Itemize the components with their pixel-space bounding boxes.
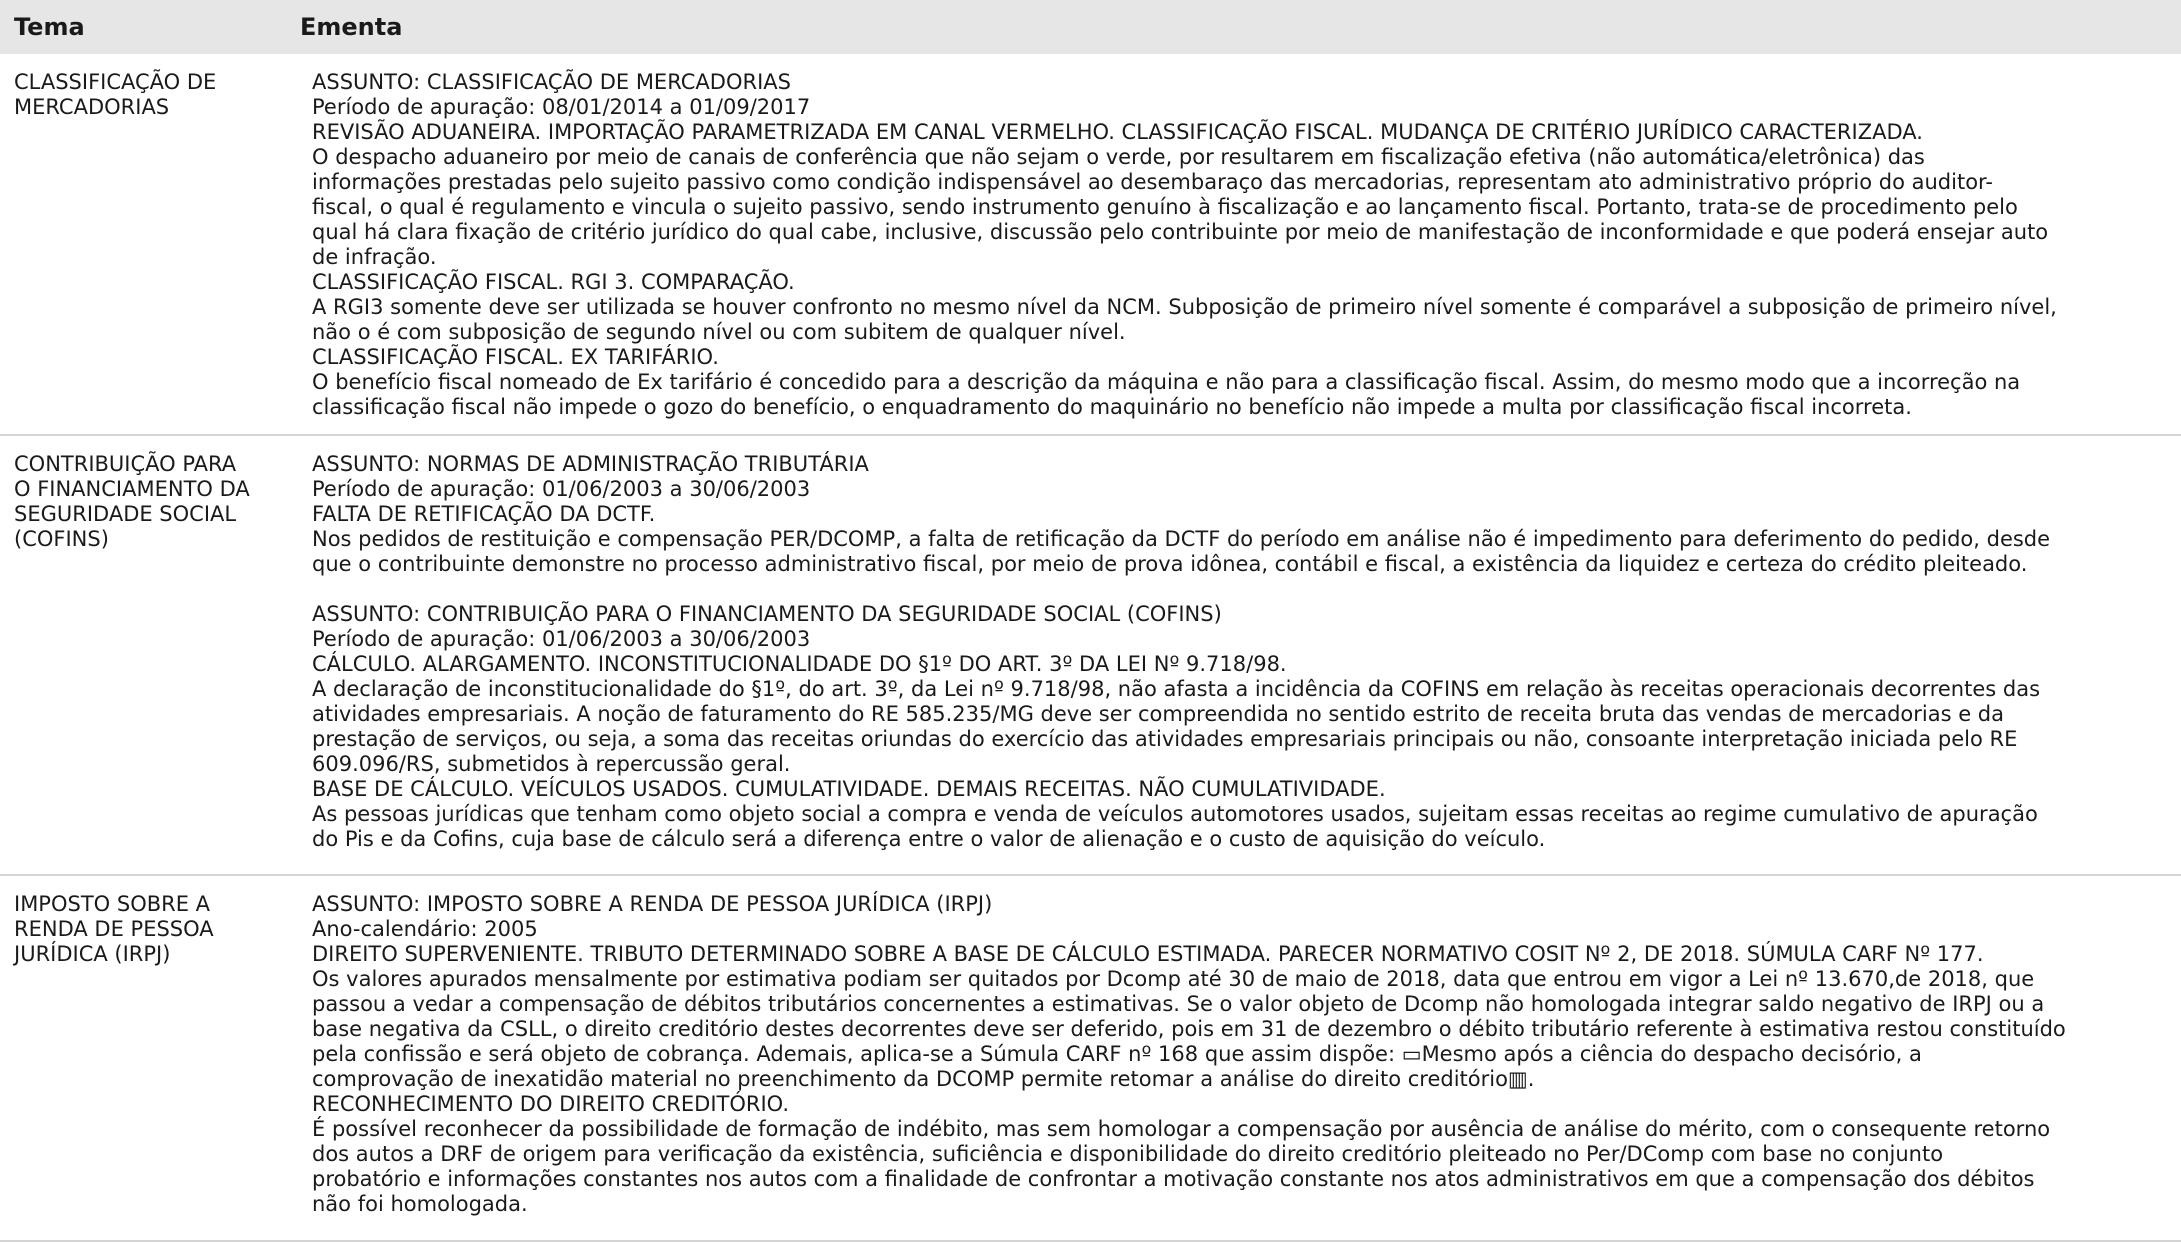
- tema-line: RENDA DE PESSOA: [14, 917, 214, 941]
- ementa-cell: [311, 436, 2181, 874]
- ementa-line: probatório e informações constantes nos autos com a finalidade de confrontar a motivação constante nos atos administrativos em que a compensação dos débitos: [312, 1167, 2035, 1191]
- ementa-cell: [311, 876, 2181, 1240]
- ementa-line: pela confissão e será objeto de cobrança. Ademais, aplica-se a Súmula CARF nº 168 que assim dispõe: ▭Mesmo após a ciência do despacho decisório, a: [312, 1042, 1922, 1066]
- ementa-line: CLASSIFICAÇÃO FISCAL. RGI 3. COMPARAÇÃO.: [312, 270, 795, 294]
- ementa-line: dos autos a DRF de origem para verificação da existência, suficiência e disponibilidade do direito creditório pleiteado no Per/DComp com base no conjunto: [312, 1142, 1944, 1166]
- header-ementa: Ementa: [300, 13, 403, 41]
- ementa-line: atividades empresariais. A noção de faturamento do RE 585.235/MG deve ser compreendida no sentido estrito de receita bruta das vendas de mercadorias e da: [312, 702, 2004, 726]
- tema-line: MERCADORIAS: [14, 95, 170, 119]
- table-row: [0, 54, 2181, 436]
- ementa-line: 609.096/RS, submetidos à repercussão geral.: [312, 752, 791, 776]
- ementa-line: Nos pedidos de restituição e compensação PER/DCOMP, a falta de retificação da DCTF do período em análise não é impedimento para deferimento do pedido, desde: [312, 527, 2051, 551]
- table-row: [0, 436, 2181, 876]
- tema-line: CONTRIBUIÇÃO PARA: [14, 452, 237, 476]
- ementa-line: de infração.: [312, 245, 437, 269]
- tema-line: CLASSIFICAÇÃO DE: [14, 70, 217, 94]
- ementa-line: Os valores apurados mensalmente por estimativa podiam ser quitados por Dcomp até 30 de maio de 2018, data que entrou em vigor a Lei nº 13.670,de 2018, que: [312, 967, 2035, 991]
- ementa-line: passou a vedar a compensação de débitos tributários concernentes a estimativas. Se o valor objeto de Dcomp não homologada integrar saldo negativo de IRPJ ou a: [312, 992, 2045, 1016]
- tema-line: O FINANCIAMENTO DA: [14, 477, 250, 501]
- ementa-line: A RGI3 somente deve ser utilizada se houver confronto no mesmo nível da NCM. Subposição de primeiro nível somente é comparável a subposição de primeiro nível,: [312, 295, 2057, 319]
- tema-cell: [0, 54, 311, 434]
- ementa-line: CLASSIFICAÇÃO FISCAL. EX TARIFÁRIO.: [312, 345, 719, 369]
- tema-line: JURÍDICA (IRPJ): [14, 942, 171, 966]
- ementa-line: ASSUNTO: IMPOSTO SOBRE A RENDA DE PESSOA JURÍDICA (IRPJ): [312, 892, 993, 916]
- blank-line: [312, 577, 2171, 602]
- ementa-line: ASSUNTO: CONTRIBUIÇÃO PARA O FINANCIAMENTO DA SEGURIDADE SOCIAL (COFINS): [312, 602, 1222, 626]
- ementa-line: Período de apuração: 08/01/2014 a 01/09/2017: [312, 95, 811, 119]
- ementa-cell: [311, 54, 2181, 434]
- tema-line: SEGURIDADE SOCIAL: [14, 502, 237, 526]
- ementa-line: base negativa da CSLL, o direito creditório destes decorrentes deve ser deferido, pois em 31 de dezembro o débito tributário referente à estimativa restou constituído: [312, 1017, 2066, 1041]
- ementa-line: As pessoas jurídicas que tenham como objeto social a compra e venda de veículos automotores usados, sujeitam essas receitas ao regime cumulativo de apuração: [312, 802, 2038, 826]
- ementa-line: FALTA DE RETIFICAÇÃO DA DCTF.: [312, 502, 656, 526]
- ementa-line: Ano-calendário: 2005: [312, 917, 538, 941]
- ementa-line: REVISÃO ADUANEIRA. IMPORTAÇÃO PARAMETRIZADA EM CANAL VERMELHO. CLASSIFICAÇÃO FISCAL. MUDANÇA DE CRITÉRIO JURÍDICO CARACTERIZADA.: [312, 120, 1923, 144]
- tema-line: IMPOSTO SOBRE A: [14, 892, 211, 916]
- header-tema: Tema: [14, 13, 85, 41]
- ementa-line: não o é com subposição de segundo nível ou com subitem de qualquer nível.: [312, 320, 1126, 344]
- tema-cell: [0, 436, 311, 874]
- ementa-line: do Pis e da Cofins, cuja base de cálculo será a diferença entre o valor de alienação e o custo de aquisição do veículo.: [312, 827, 1546, 851]
- ementa-line: prestação de serviços, ou seja, a soma das receitas oriundas do exercício das atividades empresariais principais ou não, consoante interpretação iniciada pelo RE: [312, 727, 2018, 751]
- ementa-line: não foi homologada.: [312, 1192, 528, 1216]
- ementa-line: DIREITO SUPERVENIENTE. TRIBUTO DETERMINADO SOBRE A BASE DE CÁLCULO ESTIMADA. PARECER NORMATIVO COSIT Nº 2, DE 2018. SÚMULA CARF Nº 177.: [312, 942, 1984, 966]
- ementa-line: fiscal, o qual é regulamento e vincula o sujeito passivo, sendo instrumento genuíno à fiscalização e ao lançamento fiscal. Portanto, trata-se de procedimento pelo: [312, 195, 2018, 219]
- ementa-line: classificação fiscal não impede o gozo do benefício, o enquadramento do maquinário no benefício não impede a multa por classificação fiscal incorreta.: [312, 395, 1912, 419]
- ementa-line: RECONHECIMENTO DO DIREITO CREDITÓRIO.: [312, 1092, 790, 1116]
- ementa-line: Período de apuração: 01/06/2003 a 30/06/2003: [312, 477, 811, 501]
- ementa-line: que o contribuinte demonstre no processo administrativo fiscal, por meio de prova idônea, contábil e fiscal, a existência da liquidez e certeza do crédito pleiteado.: [312, 552, 2028, 576]
- ementa-line: ASSUNTO: NORMAS DE ADMINISTRAÇÃO TRIBUTÁRIA: [312, 452, 869, 476]
- ementa-line: O benefício fiscal nomeado de Ex tarifário é concedido para a descrição da máquina e não para a classificação fiscal. Assim, do mesmo modo que a incorreção na: [312, 370, 2021, 394]
- tema-cell: [0, 876, 311, 1240]
- ementa-line: CÁLCULO. ALARGAMENTO. INCONSTITUCIONALIDADE DO §1º DO ART. 3º DA LEI Nº 9.718/98.: [312, 652, 1287, 676]
- ementa-line: informações prestadas pelo sujeito passivo como condição indispensável ao desembaraço das mercadorias, representam ato administrativo próprio do auditor-: [312, 170, 1993, 194]
- ementa-line: A declaração de inconstitucionalidade do §1º, do art. 3º, da Lei nº 9.718/98, não afasta a incidência da COFINS em relação às receitas operacionais decorrentes das: [312, 677, 2041, 701]
- ementa-line: É possível reconhecer da possibilidade de formação de indébito, mas sem homologar a compensação por ausência de análise do mérito, com o consequente retorno: [312, 1117, 2051, 1141]
- ementa-line: qual há clara fixação de critério jurídico do qual cabe, inclusive, discussão pelo contribuinte por meio de manifestação de inconformidade e que poderá ensejar auto: [312, 220, 2049, 244]
- ementa-line: O despacho aduaneiro por meio de canais de conferência que não sejam o verde, por resultarem em fiscalização efetiva (não automática/eletrônica) das: [312, 145, 1925, 169]
- table-row: [0, 876, 2181, 1242]
- ementa-line: BASE DE CÁLCULO. VEÍCULOS USADOS. CUMULATIVIDADE. DEMAIS RECEITAS. NÃO CUMULATIVIDADE.: [312, 777, 1386, 801]
- ementa-line: Período de apuração: 01/06/2003 a 30/06/2003: [312, 627, 811, 651]
- ementa-line: comprovação de inexatidão material no preenchimento da DCOMP permite retomar a análise do direito creditório▥.: [312, 1067, 1535, 1091]
- ementa-line: ASSUNTO: CLASSIFICAÇÃO DE MERCADORIAS: [312, 70, 791, 94]
- table-header: [0, 0, 2181, 54]
- tema-line: (COFINS): [14, 527, 109, 551]
